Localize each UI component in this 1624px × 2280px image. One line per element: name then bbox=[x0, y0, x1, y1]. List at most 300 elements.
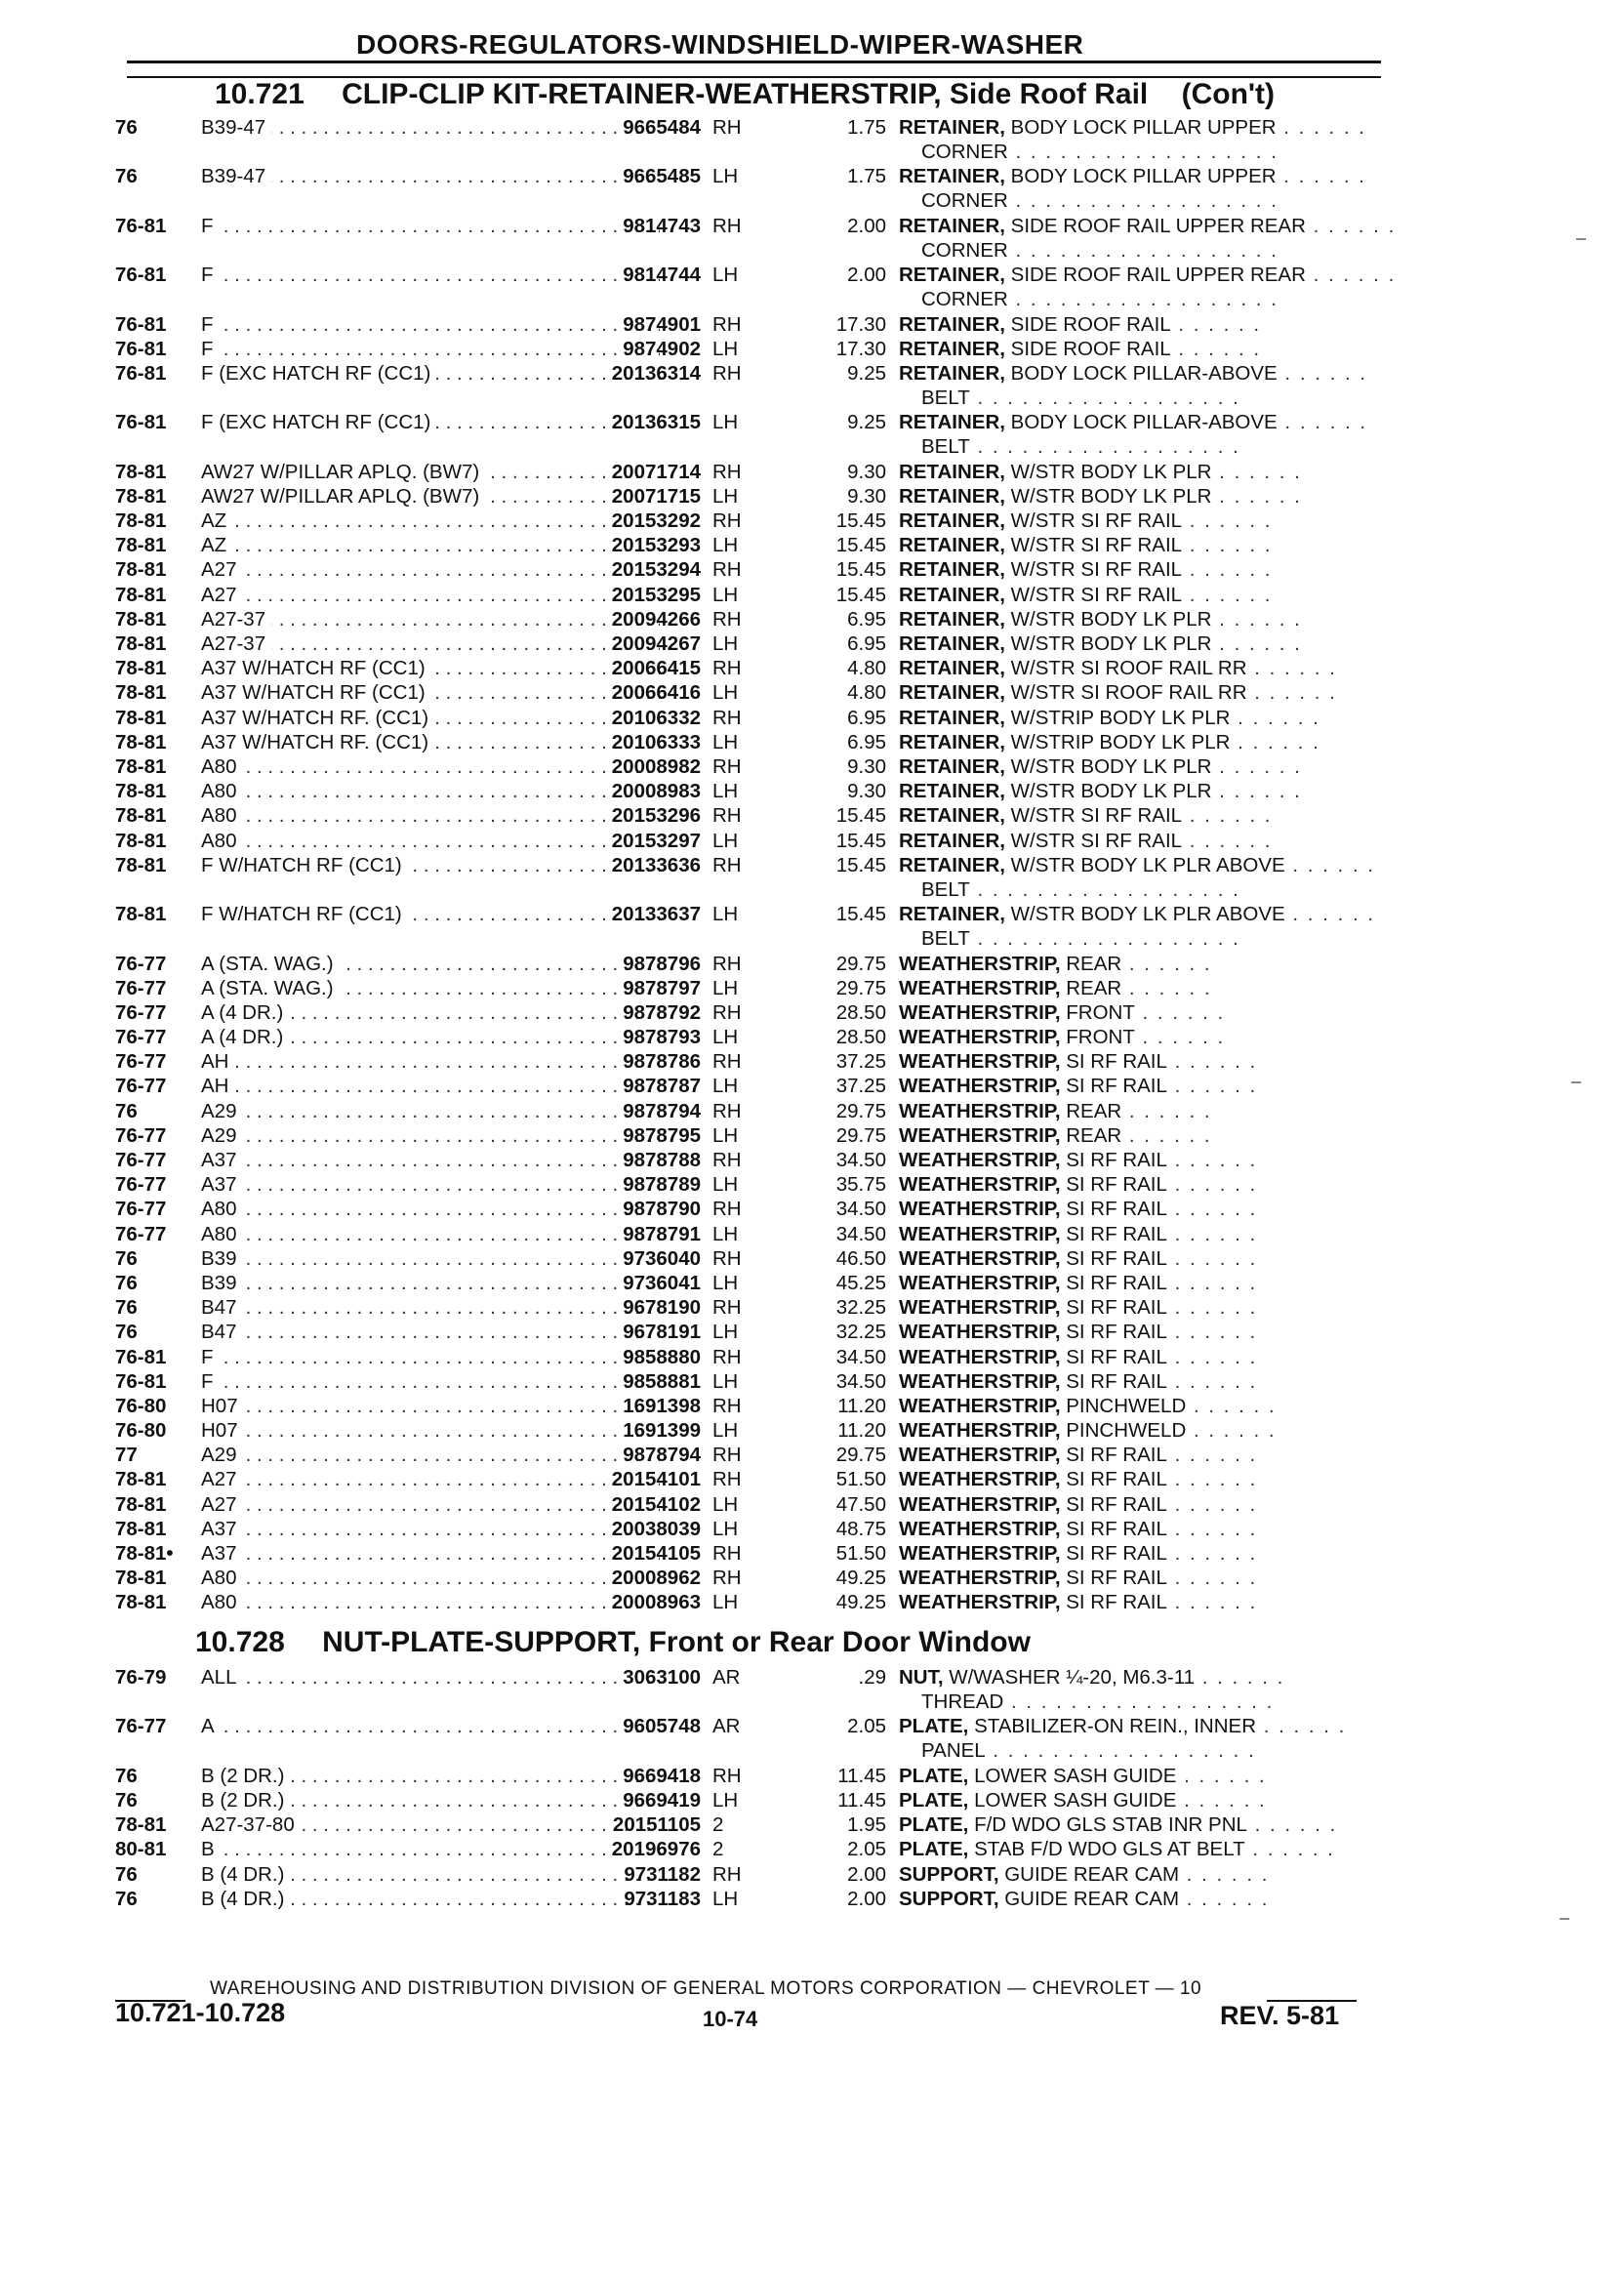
year-cell: 76 bbox=[115, 1246, 138, 1270]
price-cell: 2.05 bbox=[847, 1838, 886, 1861]
part-number-cell: 9736040 bbox=[623, 1246, 701, 1270]
part-number-cell: 9878792 bbox=[623, 1000, 701, 1024]
year-cell: 76-81 bbox=[115, 337, 167, 360]
price-cell: 29.75 bbox=[835, 1123, 886, 1147]
side-cell: LH bbox=[712, 1591, 739, 1614]
section-heading-10-721 bbox=[215, 78, 1275, 111]
description-cell: WEATHERSTRIP, REAR . . . . . . bbox=[899, 1099, 1212, 1122]
side-cell: RH bbox=[712, 1567, 742, 1590]
description-cell: WEATHERSTRIP, SI RF RAIL . . . . . . bbox=[899, 1468, 1258, 1491]
part-number-cell: 9878788 bbox=[623, 1149, 701, 1171]
part-number-cell: 9878796 bbox=[623, 952, 701, 975]
year-cell: 76-81 bbox=[115, 264, 167, 287]
revision: REV. 5-81 bbox=[1220, 2001, 1340, 2030]
model-cell: A80 . . . bbox=[201, 829, 660, 853]
part-number-cell: 9731183 bbox=[624, 1887, 701, 1910]
part-number-cell: 9678190 bbox=[623, 1296, 701, 1320]
side-cell: LH bbox=[712, 1222, 739, 1245]
model-cell: A27-37 . . . bbox=[201, 607, 660, 631]
side-cell: LH bbox=[712, 534, 739, 557]
part-number-cell: 20136314 bbox=[611, 361, 701, 385]
model-cell: B39 . . . bbox=[201, 1246, 660, 1271]
price-cell: 17.30 bbox=[835, 312, 886, 336]
model-cell: A29 . . . bbox=[201, 1099, 660, 1123]
year-cell: 76-77 bbox=[115, 1715, 167, 1738]
side-cell: RH bbox=[712, 1050, 742, 1074]
description-cell: WEATHERSTRIP, PINCHWELD . . . . . . bbox=[899, 1394, 1277, 1417]
description-cell: WEATHERSTRIP, REAR . . . . . . bbox=[899, 976, 1212, 999]
description-cell: WEATHERSTRIP, SI RF RAIL . . . . . . bbox=[899, 1567, 1258, 1590]
price-cell: 29.75 bbox=[835, 1099, 886, 1122]
side-cell: RH bbox=[712, 214, 742, 237]
side-cell: RH bbox=[712, 853, 742, 876]
price-cell: 4.80 bbox=[847, 657, 886, 680]
description-cell: RETAINER, W/STR SI ROOF RAIL RR . . . . . . bbox=[899, 681, 1337, 705]
part-number-cell: 9878787 bbox=[623, 1075, 701, 1098]
part-number-cell: 9878786 bbox=[623, 1050, 701, 1074]
year-cell: 78-81 bbox=[115, 509, 167, 533]
part-number-cell: 9858881 bbox=[623, 1369, 701, 1393]
part-number-cell: 20094266 bbox=[611, 607, 701, 631]
part-number-cell: 20133637 bbox=[611, 903, 701, 926]
year-cell: 78-81 bbox=[115, 706, 167, 729]
part-number-cell: 9605748 bbox=[623, 1715, 701, 1738]
model-cell: B47 . . . bbox=[201, 1295, 660, 1320]
part-number-cell: 9736041 bbox=[623, 1271, 701, 1294]
side-cell: RH bbox=[712, 312, 742, 336]
model-cell: A29 . . . bbox=[201, 1123, 660, 1148]
model-cell: A27 . . . bbox=[201, 557, 660, 582]
page-number: 10-74 bbox=[703, 2007, 758, 2031]
year-cell: 76-80 bbox=[115, 1394, 167, 1417]
description-cell: WEATHERSTRIP, SI RF RAIL . . . . . . bbox=[899, 1296, 1258, 1320]
year-cell: 78-81 bbox=[115, 1517, 167, 1540]
price-cell: 35.75 bbox=[835, 1173, 886, 1197]
year-cell: 77 bbox=[115, 1444, 138, 1467]
part-number-cell: 20133636 bbox=[611, 853, 701, 876]
description-cell: RETAINER, SIDE ROOF RAIL . . . . . . bbox=[899, 312, 1262, 336]
year-cell: 78-81 bbox=[115, 853, 167, 876]
part-number-cell: 20071714 bbox=[611, 460, 701, 483]
year-cell: 76-77 bbox=[115, 1149, 167, 1171]
model-cell: A37 W/HATCH RF (CC1) . . . bbox=[201, 656, 660, 680]
description-cell: WEATHERSTRIP, SI RF RAIL . . . . . . bbox=[899, 1321, 1258, 1344]
model-cell: A (STA. WAG.) . . . bbox=[201, 952, 660, 976]
page-header-title: DOORS-REGULATORS-WINDSHIELD-WIPER-WASHER bbox=[356, 29, 1084, 60]
price-cell: 34.50 bbox=[835, 1222, 886, 1245]
price-cell: 15.45 bbox=[835, 509, 886, 533]
part-number-cell: 20153295 bbox=[611, 583, 701, 606]
section-cont: (Con't) bbox=[1181, 78, 1276, 110]
part-number-cell: 20008982 bbox=[611, 754, 701, 778]
model-cell: A27-37-80 . . . bbox=[201, 1812, 660, 1837]
part-number-cell: 20008963 bbox=[611, 1591, 701, 1614]
year-cell: 78-81 bbox=[115, 657, 167, 680]
side-cell: LH bbox=[712, 1887, 739, 1910]
price-cell: 11.20 bbox=[837, 1419, 886, 1443]
side-cell: RH bbox=[712, 1542, 742, 1565]
year-cell: 76 bbox=[115, 1764, 138, 1787]
description-cell: RETAINER, W/STR SI RF RAIL . . . . . . bbox=[899, 583, 1273, 606]
side-cell: RH bbox=[712, 1764, 742, 1787]
price-cell: 1.75 bbox=[847, 116, 886, 139]
side-cell: LH bbox=[712, 484, 739, 508]
footer-text: WAREHOUSING AND DISTRIBUTION DIVISION OF GENERAL MOTORS CORPORATION — CHEVROLET — 10 bbox=[210, 1978, 1202, 1999]
part-number-cell: 1691398 bbox=[623, 1394, 701, 1417]
model-cell: F . . . bbox=[201, 1345, 660, 1369]
model-cell: F W/HATCH RF (CC1) . . . bbox=[201, 902, 660, 926]
side-cell: LH bbox=[712, 1321, 739, 1344]
price-cell: 2.00 bbox=[847, 264, 886, 287]
description-cell: RETAINER, W/STR BODY LK PLR . . . . . . bbox=[899, 780, 1302, 803]
model-cell: B (4 DR.) . . . bbox=[201, 1887, 660, 1911]
side-cell: LH bbox=[712, 1271, 739, 1294]
model-cell: A (STA. WAG.) . . . bbox=[201, 976, 660, 1000]
model-cell: B39-47 . . . bbox=[201, 115, 660, 140]
description-cell: WEATHERSTRIP, SI RF RAIL . . . . . . bbox=[899, 1444, 1258, 1467]
year-cell: 76 bbox=[115, 116, 138, 139]
part-number-cell: 20154101 bbox=[611, 1468, 701, 1491]
side-cell: RH bbox=[712, 804, 742, 828]
description-cell: WEATHERSTRIP, SI RF RAIL . . . . . . bbox=[899, 1345, 1258, 1368]
year-cell: 78-81 bbox=[115, 484, 167, 508]
price-cell: 51.50 bbox=[835, 1468, 886, 1491]
part-number-cell: 1691399 bbox=[623, 1419, 701, 1443]
side-cell: LH bbox=[712, 1788, 739, 1812]
side-cell: LH bbox=[712, 165, 739, 188]
model-cell: F . . . bbox=[201, 337, 660, 361]
year-cell: 76 bbox=[115, 1296, 138, 1320]
description-cell: RETAINER, SIDE ROOF RAIL . . . . . . bbox=[899, 337, 1262, 360]
price-cell: 15.45 bbox=[835, 903, 886, 926]
year-cell: 78-81 bbox=[115, 1591, 167, 1614]
year-cell: 78-81 bbox=[115, 632, 167, 656]
description-cell: WEATHERSTRIP, SI RF RAIL . . . . . . bbox=[899, 1542, 1258, 1565]
price-cell: 48.75 bbox=[835, 1517, 886, 1540]
description-cell: RETAINER, W/STR BODY LK PLR . . . . . . bbox=[899, 754, 1302, 778]
side-cell: LH bbox=[712, 780, 739, 803]
side-cell: RH bbox=[712, 509, 742, 533]
price-cell: 34.50 bbox=[835, 1149, 886, 1171]
part-number-cell: 20153296 bbox=[611, 804, 701, 828]
price-cell: 9.25 bbox=[847, 411, 886, 434]
model-cell: F . . . bbox=[201, 214, 660, 238]
price-cell: 9.30 bbox=[847, 460, 886, 483]
side-cell: 2 bbox=[712, 1838, 724, 1861]
part-number-cell: 9814744 bbox=[623, 264, 701, 287]
price-cell: 49.25 bbox=[835, 1591, 886, 1614]
description-cell: RETAINER, W/STR BODY LK PLR ABOVE . . . . . . BELT . . . . . . . . . . . . . . . . . . bbox=[899, 903, 1376, 951]
description-cell: WEATHERSTRIP, SI RF RAIL . . . . . . bbox=[899, 1222, 1258, 1245]
side-cell: LH bbox=[712, 681, 739, 705]
year-cell: 76-81 bbox=[115, 411, 167, 434]
description-cell: WEATHERSTRIP, SI RF RAIL . . . . . . bbox=[899, 1173, 1258, 1197]
year-cell: 78-81 bbox=[115, 534, 167, 557]
model-cell: A27 . . . bbox=[201, 1492, 660, 1517]
year-cell: 78-81 bbox=[115, 730, 167, 753]
year-cell: 76-81 bbox=[115, 214, 167, 237]
price-cell: 6.95 bbox=[847, 607, 886, 631]
model-cell: F . . . bbox=[201, 312, 660, 337]
model-cell: A37 W/HATCH RF. (CC1) . . . bbox=[201, 706, 660, 730]
model-cell: AW27 W/PILLAR APLQ. (BW7) . . . bbox=[201, 484, 660, 509]
description-cell: RETAINER, W/STR SI ROOF RAIL RR . . . . . . bbox=[899, 657, 1337, 680]
model-cell: AW27 W/PILLAR APLQ. (BW7) . . . bbox=[201, 460, 660, 484]
model-cell: A37 . . . bbox=[201, 1541, 660, 1566]
price-cell: 37.25 bbox=[835, 1050, 886, 1074]
part-number-cell: 20038039 bbox=[611, 1517, 701, 1540]
part-number-cell: 20106333 bbox=[611, 730, 701, 753]
side-cell: LH bbox=[712, 1123, 739, 1147]
side-cell: AR bbox=[712, 1715, 741, 1738]
description-cell: PLATE, STAB F/D WDO GLS AT BELT . . . . . . bbox=[899, 1838, 1335, 1861]
part-number-cell: 20153292 bbox=[611, 509, 701, 533]
year-cell: 78-81 bbox=[115, 607, 167, 631]
year-cell: 78-81 bbox=[115, 460, 167, 483]
year-cell: 78-81 bbox=[115, 1567, 167, 1590]
side-cell: RH bbox=[712, 1345, 742, 1368]
part-number-cell: 3063100 bbox=[623, 1666, 701, 1689]
part-number-cell: 20106332 bbox=[611, 706, 701, 729]
price-cell: 6.95 bbox=[847, 706, 886, 729]
year-cell: 76 bbox=[115, 165, 138, 188]
year-cell: 76 bbox=[115, 1887, 138, 1910]
description-cell: RETAINER, W/STR SI RF RAIL . . . . . . bbox=[899, 558, 1273, 582]
description-cell: RETAINER, W/STR BODY LK PLR . . . . . . bbox=[899, 460, 1302, 483]
model-cell: AH . . . bbox=[201, 1049, 660, 1074]
model-cell: A37 W/HATCH RF. (CC1) . . . bbox=[201, 730, 660, 754]
price-cell: 9.30 bbox=[847, 754, 886, 778]
year-cell: 76-81 bbox=[115, 312, 167, 336]
part-number-cell: 9878789 bbox=[623, 1173, 701, 1197]
side-cell: LH bbox=[712, 583, 739, 606]
model-cell: F . . . bbox=[201, 263, 660, 287]
price-cell: 2.00 bbox=[847, 1887, 886, 1910]
side-cell: RH bbox=[712, 1099, 742, 1122]
side-cell: LH bbox=[712, 1075, 739, 1098]
side-cell: LH bbox=[712, 976, 739, 999]
model-cell: A (4 DR.) . . . bbox=[201, 1025, 660, 1049]
part-number-cell: 9731182 bbox=[624, 1862, 701, 1886]
price-cell: 2.05 bbox=[847, 1715, 886, 1738]
description-cell: WEATHERSTRIP, SI RF RAIL . . . . . . bbox=[899, 1369, 1258, 1393]
model-cell: B . . . bbox=[201, 1837, 660, 1861]
side-cell: RH bbox=[712, 1394, 742, 1417]
description-cell: WEATHERSTRIP, SI RF RAIL . . . . . . bbox=[899, 1517, 1258, 1540]
section-heading-10-728 bbox=[195, 1626, 1031, 1659]
description-cell: WEATHERSTRIP, SI RF RAIL . . . . . . bbox=[899, 1492, 1258, 1516]
price-cell: 9.30 bbox=[847, 780, 886, 803]
year-cell: 78-81 bbox=[115, 780, 167, 803]
side-cell: LH bbox=[712, 411, 739, 434]
year-cell: 76-77 bbox=[115, 976, 167, 999]
side-cell: LH bbox=[712, 730, 739, 753]
price-cell: 34.50 bbox=[835, 1345, 886, 1368]
model-cell: A80 . . . bbox=[201, 1590, 660, 1614]
year-cell: 76-81 bbox=[115, 361, 167, 385]
margin-mark bbox=[1576, 238, 1586, 240]
side-cell: LH bbox=[712, 632, 739, 656]
model-cell: A80 . . . bbox=[201, 803, 660, 828]
model-cell: A29 . . . bbox=[201, 1443, 660, 1467]
section-range: 10.721-10.728 bbox=[115, 1998, 286, 2027]
year-cell: 78-81 bbox=[115, 829, 167, 852]
header-rule bbox=[127, 61, 1381, 63]
model-cell: B (2 DR.) . . . bbox=[201, 1764, 660, 1788]
part-number-cell: 9878794 bbox=[623, 1444, 701, 1467]
side-cell: RH bbox=[712, 754, 742, 778]
description-cell: RETAINER, W/STR BODY LK PLR . . . . . . bbox=[899, 607, 1302, 631]
year-cell: 76 bbox=[115, 1271, 138, 1294]
model-cell: A80 . . . bbox=[201, 1197, 660, 1221]
side-cell: RH bbox=[712, 1468, 742, 1491]
side-cell: LH bbox=[712, 1026, 739, 1049]
side-cell: LH bbox=[712, 829, 739, 852]
model-cell: B47 . . . bbox=[201, 1320, 660, 1344]
price-cell: 1.75 bbox=[847, 165, 886, 188]
price-cell: 32.25 bbox=[835, 1296, 886, 1320]
side-cell: RH bbox=[712, 1862, 742, 1886]
part-number-cell: 20154102 bbox=[611, 1492, 701, 1516]
year-cell: 78-81 bbox=[115, 903, 167, 926]
description-cell: SUPPORT, GUIDE REAR CAM . . . . . . bbox=[899, 1862, 1270, 1886]
description-cell: PLATE, LOWER SASH GUIDE . . . . . . bbox=[899, 1788, 1267, 1812]
part-number-cell: 9665484 bbox=[623, 116, 701, 139]
price-cell: 37.25 bbox=[835, 1075, 886, 1098]
model-cell: AZ . . . bbox=[201, 533, 660, 557]
year-cell: 78-81 bbox=[115, 1813, 167, 1837]
part-number-cell: 9878791 bbox=[623, 1222, 701, 1245]
side-cell: RH bbox=[712, 1296, 742, 1320]
part-number-cell: 20151105 bbox=[612, 1813, 701, 1837]
price-cell: 28.50 bbox=[835, 1000, 886, 1024]
model-cell: A27 . . . bbox=[201, 1467, 660, 1491]
year-cell: 76-79 bbox=[115, 1666, 167, 1689]
side-cell: LH bbox=[712, 1419, 739, 1443]
description-cell: RETAINER, SIDE ROOF RAIL UPPER REAR . . . . . . CORNER . . . . . . . . . . . . . . . . . . bbox=[899, 264, 1397, 311]
model-cell: A37 W/HATCH RF (CC1) . . . bbox=[201, 680, 660, 705]
part-number-cell: 20154105 bbox=[611, 1542, 701, 1565]
side-cell: 2 bbox=[712, 1813, 724, 1837]
model-cell: B39-47 . . . bbox=[201, 164, 660, 188]
year-cell: 76-77 bbox=[115, 1123, 167, 1147]
side-cell: RH bbox=[712, 1149, 742, 1171]
price-cell: 29.75 bbox=[835, 976, 886, 999]
side-cell: RH bbox=[712, 361, 742, 385]
model-cell: A80 . . . bbox=[201, 1566, 660, 1590]
part-number-cell: 9878794 bbox=[623, 1099, 701, 1122]
price-cell: 51.50 bbox=[835, 1542, 886, 1565]
description-cell: WEATHERSTRIP, SI RF RAIL . . . . . . bbox=[899, 1050, 1258, 1074]
model-cell: F (EXC HATCH RF (CC1) . . . bbox=[201, 361, 660, 386]
description-cell: NUT, W/WASHER ¼-20, M6.3-11 . . . . . . THREAD . . . . . . . . . . . . . . . . . . bbox=[899, 1666, 1285, 1713]
side-cell: LH bbox=[712, 337, 739, 360]
part-number-cell: 20094267 bbox=[611, 632, 701, 656]
year-cell: 78-81 bbox=[115, 558, 167, 582]
side-cell: LH bbox=[712, 1173, 739, 1197]
model-cell: A80 . . . bbox=[201, 754, 660, 779]
section-title: CLIP-CLIP KIT-RETAINER-WEATHERSTRIP, Side Roof Rail bbox=[342, 78, 1149, 110]
year-cell: 76-80 bbox=[115, 1419, 167, 1443]
side-cell: RH bbox=[712, 558, 742, 582]
side-cell: RH bbox=[712, 607, 742, 631]
description-cell: SUPPORT, GUIDE REAR CAM . . . . . . bbox=[899, 1887, 1270, 1910]
section-title: NUT-PLATE-SUPPORT, Front or Rear Door Window bbox=[322, 1626, 1031, 1658]
model-cell: A (4 DR.) . . . bbox=[201, 1000, 660, 1025]
price-cell: 46.50 bbox=[835, 1246, 886, 1270]
side-cell: RH bbox=[712, 657, 742, 680]
model-cell: A80 . . . bbox=[201, 779, 660, 803]
description-cell: WEATHERSTRIP, PINCHWELD . . . . . . bbox=[899, 1419, 1277, 1443]
description-cell: WEATHERSTRIP, SI RF RAIL . . . . . . bbox=[899, 1075, 1258, 1098]
year-cell: 78-81 bbox=[115, 804, 167, 828]
price-cell: 45.25 bbox=[835, 1271, 886, 1294]
side-cell: LH bbox=[712, 1517, 739, 1540]
side-cell: RH bbox=[712, 1444, 742, 1467]
price-cell: 15.45 bbox=[835, 558, 886, 582]
year-cell: 76-77 bbox=[115, 1173, 167, 1197]
part-number-cell: 9878793 bbox=[623, 1026, 701, 1049]
price-cell: 9.25 bbox=[847, 361, 886, 385]
description-cell: PLATE, LOWER SASH GUIDE . . . . . . bbox=[899, 1764, 1267, 1787]
description-cell: WEATHERSTRIP, SI RF RAIL . . . . . . bbox=[899, 1591, 1258, 1614]
part-number-cell: 20153294 bbox=[611, 558, 701, 582]
year-cell: 76-77 bbox=[115, 1000, 167, 1024]
part-number-cell: 9669418 bbox=[623, 1764, 701, 1787]
description-cell: WEATHERSTRIP, FRONT . . . . . . bbox=[899, 1026, 1226, 1049]
price-cell: 28.50 bbox=[835, 1026, 886, 1049]
side-cell: RH bbox=[712, 1000, 742, 1024]
price-cell: 1.95 bbox=[847, 1813, 886, 1837]
model-cell: B (4 DR.) . . . bbox=[201, 1862, 660, 1887]
margin-mark bbox=[1571, 1081, 1581, 1083]
part-number-cell: 9665485 bbox=[623, 165, 701, 188]
description-cell: WEATHERSTRIP, SI RF RAIL . . . . . . bbox=[899, 1198, 1258, 1221]
description-cell: RETAINER, W/STR SI RF RAIL . . . . . . bbox=[899, 804, 1273, 828]
model-cell: A37 . . . bbox=[201, 1148, 660, 1172]
year-cell: 76-77 bbox=[115, 1075, 167, 1098]
description-cell: PLATE, STABILIZER-ON REIN., INNER . . . . . . PANEL . . . . . . . . . . . . . . . . . . bbox=[899, 1715, 1347, 1763]
model-cell: F (EXC HATCH RF (CC1) . . . bbox=[201, 410, 660, 434]
side-cell: LH bbox=[712, 1492, 739, 1516]
model-cell: A27-37 . . . bbox=[201, 631, 660, 656]
year-cell: 76 bbox=[115, 1862, 138, 1886]
side-cell: RH bbox=[712, 706, 742, 729]
side-cell: AR bbox=[712, 1666, 741, 1689]
description-cell: WEATHERSTRIP, FRONT . . . . . . bbox=[899, 1000, 1226, 1024]
price-cell: .29 bbox=[858, 1666, 886, 1689]
year-cell: 78-81 bbox=[115, 754, 167, 778]
description-cell: RETAINER, W/STR SI RF RAIL . . . . . . bbox=[899, 534, 1273, 557]
model-cell: A37 . . . bbox=[201, 1172, 660, 1197]
description-cell: PLATE, F/D WDO GLS STAB INR PNL . . . . . . bbox=[899, 1813, 1338, 1837]
price-cell: 15.45 bbox=[835, 534, 886, 557]
model-cell: B (2 DR.) . . . bbox=[201, 1788, 660, 1812]
price-cell: 6.95 bbox=[847, 730, 886, 753]
part-number-cell: 20066416 bbox=[611, 681, 701, 705]
part-number-cell: 9878790 bbox=[623, 1198, 701, 1221]
price-cell: 15.45 bbox=[835, 829, 886, 852]
description-cell: RETAINER, BODY LOCK PILLAR UPPER . . . . . . CORNER . . . . . . . . . . . . . . . . . . bbox=[899, 165, 1366, 213]
side-cell: LH bbox=[712, 264, 739, 287]
description-cell: WEATHERSTRIP, SI RF RAIL . . . . . . bbox=[899, 1149, 1258, 1171]
model-cell: F W/HATCH RF (CC1) . . . bbox=[201, 853, 660, 877]
part-number-cell: 20153297 bbox=[611, 829, 701, 852]
price-cell: 47.50 bbox=[835, 1492, 886, 1516]
part-number-cell: 20071715 bbox=[611, 484, 701, 508]
year-cell: 76-77 bbox=[115, 952, 167, 975]
description-cell: RETAINER, BODY LOCK PILLAR UPPER . . . . . . CORNER . . . . . . . . . . . . . . . . . . bbox=[899, 116, 1366, 163]
